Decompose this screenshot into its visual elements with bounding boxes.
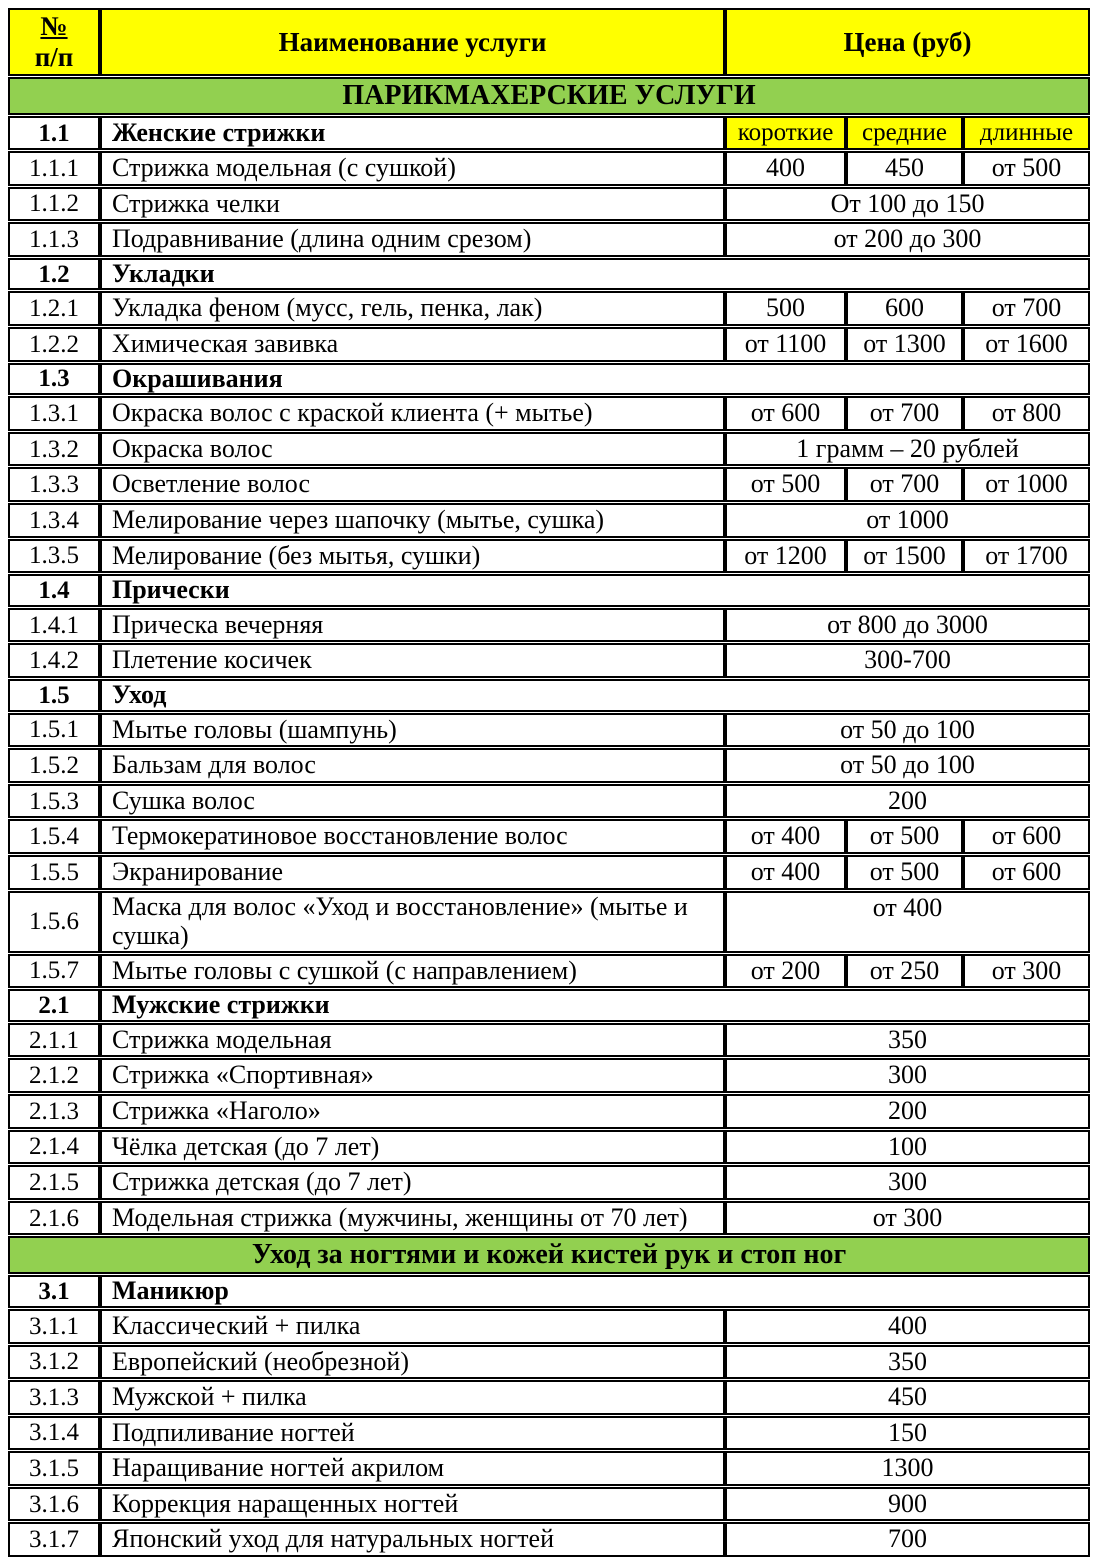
price-subheader: длинные <box>963 116 1090 150</box>
price-value: от 1200 <box>725 539 846 574</box>
group-name: Укладки <box>100 258 1090 291</box>
row-number: 1.3.4 <box>8 503 100 538</box>
table-header-row <box>8 8 1090 76</box>
row-number: 2.1.1 <box>8 1023 100 1058</box>
service-name: Окраска волос с краской клиента (+ мытье) <box>100 396 725 431</box>
item-row <box>8 539 1090 574</box>
price-value: 700 <box>725 1522 1090 1557</box>
item-row <box>8 855 1090 890</box>
price-value: от 600 <box>963 855 1090 890</box>
row-number: 1.1 <box>8 116 100 150</box>
price-value: от 50 до 100 <box>725 713 1090 748</box>
item-row <box>8 819 1090 854</box>
price-value: 1 грамм – 20 рублей <box>725 432 1090 467</box>
price-value: от 50 до 100 <box>725 748 1090 783</box>
price-value: от 500 <box>725 467 846 502</box>
service-name: Коррекция наращенных ногтей <box>100 1487 725 1522</box>
group-name: Прически <box>100 574 1090 607</box>
group-row-with-subheaders <box>8 116 1090 150</box>
row-number: 2.1 <box>8 989 100 1022</box>
item-row <box>8 1130 1090 1165</box>
group-row <box>8 363 1090 396</box>
service-name: Чёлка детская (до 7 лет) <box>100 1130 725 1165</box>
row-number: 2.1.5 <box>8 1165 100 1200</box>
price-value: от 600 <box>963 819 1090 854</box>
price-value: от 400 <box>725 819 846 854</box>
price-value: от 500 <box>846 819 963 854</box>
row-number: 1.5.5 <box>8 855 100 890</box>
row-number: 3.1.4 <box>8 1416 100 1451</box>
price-value: 400 <box>725 1309 1090 1344</box>
service-name: Плетение косичек <box>100 643 725 678</box>
group-row <box>8 989 1090 1022</box>
row-number: 1.1.3 <box>8 222 100 257</box>
row-number: 1.5.3 <box>8 784 100 819</box>
row-number: 1.5 <box>8 679 100 712</box>
price-value: 400 <box>725 151 846 186</box>
price-value: от 500 <box>963 151 1090 186</box>
item-row <box>8 1487 1090 1522</box>
row-number: 1.3.5 <box>8 539 100 574</box>
section-band-label: ПАРИКМАХЕРСКИЕ УСЛУГИ <box>8 77 1090 115</box>
service-name: Стрижка челки <box>100 187 725 222</box>
service-name: Стрижка детская (до 7 лет) <box>100 1165 725 1200</box>
service-name: Окраска волос <box>100 432 725 467</box>
row-number: 1.5.2 <box>8 748 100 783</box>
price-value: 900 <box>725 1487 1090 1522</box>
service-name: Классический + пилка <box>100 1309 725 1344</box>
row-number: 1.3.2 <box>8 432 100 467</box>
price-value: от 400 <box>725 891 1090 953</box>
price-value: от 200 <box>725 954 846 989</box>
service-name: Мытье головы (шампунь) <box>100 713 725 748</box>
group-row <box>8 1275 1090 1308</box>
price-value: от 1600 <box>963 327 1090 362</box>
item-row <box>8 1094 1090 1129</box>
item-row <box>8 891 1090 953</box>
price-value: 450 <box>725 1380 1090 1415</box>
service-name: Осветление волос <box>100 467 725 502</box>
item-row <box>8 1058 1090 1093</box>
item-row <box>8 643 1090 678</box>
price-value: от 400 <box>725 855 846 890</box>
price-value: от 300 <box>963 954 1090 989</box>
row-number: 3.1.5 <box>8 1451 100 1486</box>
row-number: 1.2.1 <box>8 291 100 326</box>
row-number: 1.4.1 <box>8 608 100 643</box>
price-value: от 1000 <box>963 467 1090 502</box>
service-name: Сушка волос <box>100 784 725 819</box>
price-value: 150 <box>725 1416 1090 1451</box>
service-name: Мытье головы с сушкой (с направлением) <box>100 954 725 989</box>
item-row <box>8 608 1090 643</box>
service-name: Экранирование <box>100 855 725 890</box>
item-row <box>8 1345 1090 1380</box>
group-name: Уход <box>100 679 1090 712</box>
item-row <box>8 432 1090 467</box>
service-name: Термокератиновое восстановление волос <box>100 819 725 854</box>
item-row <box>8 1451 1090 1486</box>
row-number: 1.5.4 <box>8 819 100 854</box>
item-row <box>8 291 1090 326</box>
price-subheader: короткие <box>725 116 846 150</box>
row-number: 3.1.1 <box>8 1309 100 1344</box>
service-name: Бальзам для волос <box>100 748 725 783</box>
row-number: 1.1.1 <box>8 151 100 186</box>
section-band-row <box>8 1236 1090 1274</box>
price-value: от 500 <box>846 855 963 890</box>
price-value: 500 <box>725 291 846 326</box>
row-number: 1.3 <box>8 363 100 396</box>
group-name: Маникюр <box>100 1275 1090 1308</box>
item-row <box>8 748 1090 783</box>
price-value: от 1000 <box>725 503 1090 538</box>
row-number: 3.1.6 <box>8 1487 100 1522</box>
item-row <box>8 1165 1090 1200</box>
service-name: Модельная стрижка (мужчины, женщины от 70 лет) <box>100 1201 725 1236</box>
service-name: Мужской + пилка <box>100 1380 725 1415</box>
price-value: 350 <box>725 1345 1090 1380</box>
price-value: 300 <box>725 1165 1090 1200</box>
row-number: 2.1.6 <box>8 1201 100 1236</box>
service-name: Стрижка «Спортивная» <box>100 1058 725 1093</box>
row-number: 1.1.2 <box>8 187 100 222</box>
price-value: 1300 <box>725 1451 1090 1486</box>
price-value: от 700 <box>846 467 963 502</box>
item-row <box>8 1416 1090 1451</box>
price-value: от 200 до 300 <box>725 222 1090 257</box>
price-table <box>8 7 1090 1558</box>
row-number: 1.5.1 <box>8 713 100 748</box>
row-number: 1.2.2 <box>8 327 100 362</box>
row-number: 3.1 <box>8 1275 100 1308</box>
service-name: Химическая завивка <box>100 327 725 362</box>
price-value: от 250 <box>846 954 963 989</box>
row-number: 3.1.3 <box>8 1380 100 1415</box>
item-row <box>8 503 1090 538</box>
service-name: Японский уход для натуральных ногтей <box>100 1522 725 1557</box>
service-name: Мелирование (без мытья, сушки) <box>100 539 725 574</box>
price-value: от 1500 <box>846 539 963 574</box>
row-number: 1.4.2 <box>8 643 100 678</box>
row-number: 3.1.2 <box>8 1345 100 1380</box>
service-name: Укладка феном (мусс, гель, пенка, лак) <box>100 291 725 326</box>
item-row <box>8 327 1090 362</box>
service-name: Европейский (необрезной) <box>100 1345 725 1380</box>
price-value: от 700 <box>963 291 1090 326</box>
service-name: Мелирование через шапочку (мытье, сушка) <box>100 503 725 538</box>
col-header-service: Наименование услуги <box>100 8 725 76</box>
price-value: 450 <box>846 151 963 186</box>
item-row <box>8 784 1090 819</box>
row-number: 1.2 <box>8 258 100 291</box>
price-value: 200 <box>725 1094 1090 1129</box>
section-band-label: Уход за ногтями и кожей кистей рук и стоп ног <box>8 1236 1090 1274</box>
item-row <box>8 151 1090 186</box>
section-band-row <box>8 77 1090 115</box>
price-value: от 1700 <box>963 539 1090 574</box>
group-row <box>8 679 1090 712</box>
item-row <box>8 1309 1090 1344</box>
price-value: От 100 до 150 <box>725 187 1090 222</box>
service-name: Подпиливание ногтей <box>100 1416 725 1451</box>
group-row <box>8 258 1090 291</box>
item-row <box>8 187 1090 222</box>
item-row <box>8 1380 1090 1415</box>
price-value: от 300 <box>725 1201 1090 1236</box>
price-value: от 600 <box>725 396 846 431</box>
service-name: Прическа вечерняя <box>100 608 725 643</box>
price-value: 600 <box>846 291 963 326</box>
service-name: Стрижка модельная <box>100 1023 725 1058</box>
price-value: от 1300 <box>846 327 963 362</box>
item-row <box>8 222 1090 257</box>
price-value: от 800 <box>963 396 1090 431</box>
price-value: 100 <box>725 1130 1090 1165</box>
price-value: 350 <box>725 1023 1090 1058</box>
row-number: 2.1.4 <box>8 1130 100 1165</box>
group-name: Окрашивания <box>100 363 1090 396</box>
row-number: 1.5.6 <box>8 891 100 953</box>
service-name: Стрижка модельная (с сушкой) <box>100 151 725 186</box>
row-number: 2.1.2 <box>8 1058 100 1093</box>
num-sub: п/п <box>34 42 74 73</box>
row-number: 3.1.7 <box>8 1522 100 1557</box>
group-row <box>8 574 1090 607</box>
col-header-price: Цена (руб) <box>725 8 1090 76</box>
row-number: 2.1.3 <box>8 1094 100 1129</box>
price-value: 200 <box>725 784 1090 819</box>
item-row <box>8 1023 1090 1058</box>
service-name: Маска для волос «Уход и восстановление» (мытье и сушка) <box>100 891 725 953</box>
item-row <box>8 396 1090 431</box>
group-name: Женские стрижки <box>100 116 725 150</box>
price-value: от 700 <box>846 396 963 431</box>
row-number: 1.3.3 <box>8 467 100 502</box>
price-value: 300-700 <box>725 643 1090 678</box>
service-name: Стрижка «Наголо» <box>100 1094 725 1129</box>
service-name: Наращивание ногтей акрилом <box>100 1451 725 1486</box>
row-number: 1.4 <box>8 574 100 607</box>
num-sign: № <box>40 11 68 41</box>
service-name: Подравнивание (длина одним срезом) <box>100 222 725 257</box>
price-value: от 800 до 3000 <box>725 608 1090 643</box>
row-number: 1.3.1 <box>8 396 100 431</box>
price-table-body <box>8 77 1090 1557</box>
price-value: от 1100 <box>725 327 846 362</box>
price-value: 300 <box>725 1058 1090 1093</box>
row-number: 1.5.7 <box>8 954 100 989</box>
col-header-num <box>8 8 100 76</box>
price-subheader: средние <box>846 116 963 150</box>
item-row <box>8 1201 1090 1236</box>
group-name: Мужские стрижки <box>100 989 1090 1022</box>
item-row <box>8 467 1090 502</box>
item-row <box>8 713 1090 748</box>
item-row <box>8 954 1090 989</box>
item-row <box>8 1522 1090 1557</box>
